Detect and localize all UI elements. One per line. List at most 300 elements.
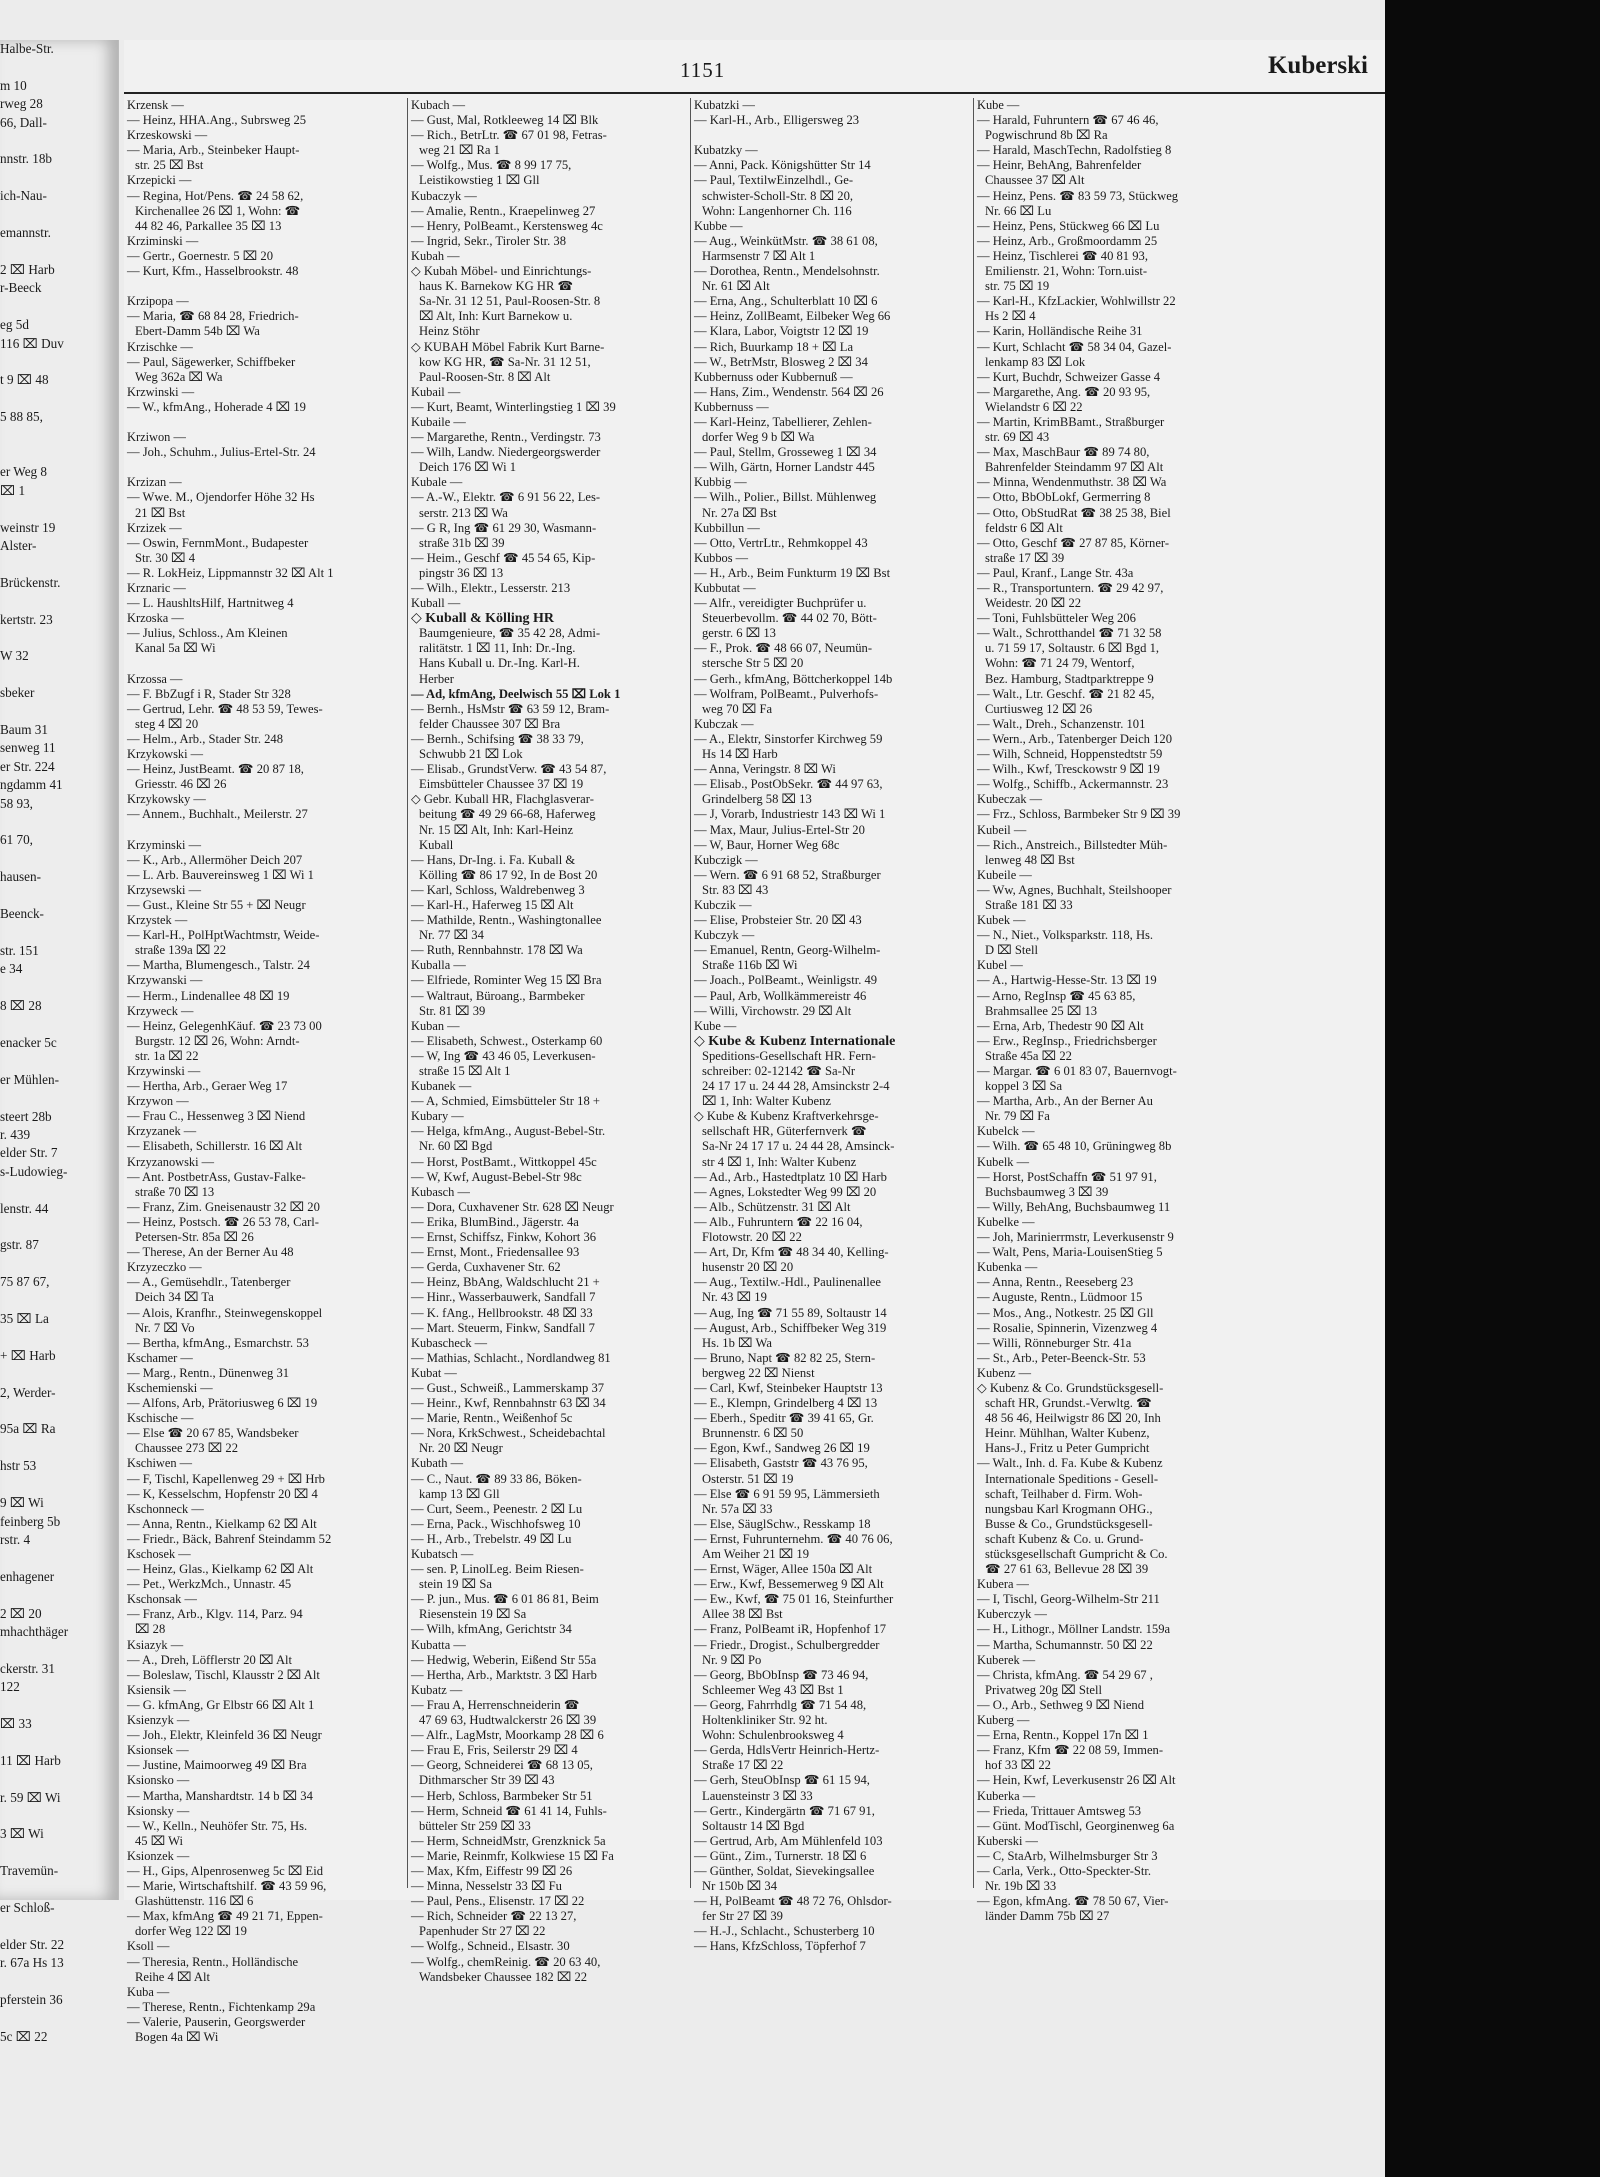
entry-continuation: Nr. 43 ⌧ 19	[702, 1290, 767, 1305]
directory-entry: — Karl-H., PolHptWachtmstr, Weide-	[127, 928, 320, 943]
facing-page-line: ngdamm 41	[0, 777, 63, 793]
surname-heading: Kubasch —	[411, 1184, 470, 1199]
directory-entry: — Margarethe, Rentn., Verdingstr. 73	[411, 430, 601, 445]
directory-entry: — Otto, ObStudRat ☎ 38 25 38, Biel	[977, 505, 1171, 520]
directory-entry: — Hein, Kwf, Leverkusenstr 26 ⌧ Alt	[977, 1773, 1176, 1788]
facing-page-line: er Schloß-	[0, 1900, 55, 1916]
directory-entry: — Justine, Maimoorweg 49 ⌧ Bra	[127, 1758, 307, 1773]
surname-heading: Ksienzyk —	[127, 1713, 190, 1728]
facing-page-line	[0, 427, 118, 445]
directory-entry: — Kurt, Beamt, Winterlingstieg 1 ⌧ 39	[411, 399, 616, 414]
directory-entry: — Elisabeth, Schillerstr. 16 ⌧ Alt	[127, 1139, 303, 1154]
entry-continuation: Wohn: ☎ 71 24 79, Wentorf,	[985, 656, 1135, 671]
directory-entry: — St., Arb., Peter-Beenck-Str. 53	[977, 1350, 1146, 1365]
facing-page-line	[0, 1770, 118, 1788]
facing-page-line	[0, 1181, 118, 1199]
entry-continuation: lenkamp 83 ⌧ Lok	[985, 354, 1086, 369]
directory-entry: — Elisabeth, Gaststr ☎ 43 76 95,	[694, 1456, 868, 1471]
directory-entry: — Hans, KfzSchloss, Töpferhof 7	[694, 1939, 866, 1954]
surname-heading: Krzywanski —	[127, 973, 203, 988]
facing-page-line: + ⌧ Harb	[0, 1347, 56, 1363]
facing-page-line: hstr 53	[0, 1458, 37, 1474]
entry-continuation: Nr. 66 ⌧ Lu	[985, 203, 1052, 218]
directory-entry: — Oswin, FernmMont., Budapester	[127, 535, 309, 550]
directory-entry: — Wolfg., Schneid., Elsastr. 30	[411, 1939, 570, 1954]
surname-heading: Krzizan —	[127, 475, 182, 490]
entry-continuation: Brunnenstr. 6 ⌧ 50	[702, 1426, 804, 1441]
directory-entry: — Gertrud, Lehr. ☎ 48 53 59, Tewes-	[127, 701, 323, 716]
directory-entry	[127, 415, 407, 430]
entry-continuation: Deich 176 ⌧ Wi 1	[419, 460, 517, 475]
directory-entry: — Hans, Dr-Ing. i. Fa. Kuball &	[411, 852, 576, 867]
facing-page-line	[0, 298, 118, 316]
surname-heading: Kschosek —	[127, 1547, 191, 1561]
facing-page-line	[0, 1089, 118, 1107]
directory-columns	[124, 98, 1386, 2044]
directory-entry: ◇ Gebr. Kuball HR, Flachglasverar-	[411, 792, 594, 807]
entry-continuation: Flotowstr. 20 ⌧ 22	[702, 1230, 802, 1245]
entry-continuation: sellschaft HR, Güterfernverk ☎	[702, 1124, 867, 1139]
facing-page-line	[0, 1807, 118, 1825]
directory-entry: — Otto, VertrLtr., Rehmkoppel 43	[694, 535, 868, 550]
entry-continuation: Weidestr. 20 ⌧ 22	[985, 596, 1082, 611]
directory-entry: — K., Arb., Allermöher Deich 207	[127, 852, 303, 867]
directory-entry: ◇ Kubah Möbel- und Einrichtungs-	[411, 264, 592, 279]
directory-entry: — Ad, kfmAng, Deelwisch 55 ⌧ Lok 1	[411, 686, 621, 701]
surname-heading: Kubenka —	[977, 1260, 1038, 1275]
surname-heading: Krzyweck —	[127, 1003, 194, 1018]
directory-entry: — H, PolBeamt ☎ 48 72 76, Ohlsdor-	[694, 1894, 892, 1909]
facing-page-line	[0, 2009, 118, 2027]
directory-entry: — Paul, TextilwEinzelhdl., Ge-	[694, 173, 854, 188]
directory-entry: — L. HaushltsHilf, Hartnitweg 4	[127, 596, 294, 611]
entry-continuation: schaft, Teilhaber d. Firm. Woh-	[985, 1486, 1143, 1501]
directory-entry: — W., kfmAng., Hoherade 4 ⌧ 19	[127, 399, 306, 414]
entry-continuation: Straße 181 ⌧ 33	[985, 897, 1073, 912]
directory-entry: — Christa, kfmAng. ☎ 54 29 67 ,	[977, 1667, 1153, 1682]
facing-page-line: str. 151	[0, 942, 39, 958]
directory-entry: — O., Arb., Sethweg 9 ⌧ Niend	[977, 1697, 1145, 1712]
directory-entry: — C, StaArb, Wilhelmsburger Str 3	[977, 1848, 1158, 1863]
entry-continuation: str. 25 ⌧ Bst	[135, 158, 204, 173]
surname-heading: Kubbutat —	[694, 581, 756, 595]
entry-continuation: Kanal 5a ⌧ Wi	[135, 641, 216, 656]
entry-continuation: Nr. 20 ⌧ Neugr	[419, 1441, 503, 1456]
facing-page-line: 2 ⌧ Harb	[0, 261, 55, 277]
facing-page-line	[0, 813, 118, 831]
facing-page-line: hausen-	[0, 869, 42, 885]
facing-page-line: s-Ludowieg-	[0, 1163, 68, 1179]
entry-continuation: felder Chaussee 307 ⌧ Bra	[419, 716, 561, 731]
directory-entry: — Paul, Arb, Wollkämmereistr 46	[694, 988, 867, 1003]
entry-continuation: Hans-J., Fritz u Peter Gumpricht	[985, 1441, 1150, 1456]
directory-entry: — Marie, Reinmfr, Kolkwiese 15 ⌧ Fa	[411, 1848, 614, 1863]
facing-page-line	[0, 1439, 118, 1457]
surname-heading: Kuba —	[127, 1984, 170, 1999]
directory-entry: — Anna, Rentn., Reeseberg 23	[977, 1275, 1134, 1290]
directory-entry: — Carla, Verk., Otto-Speckter-Str.	[977, 1863, 1152, 1878]
directory-entry: — Willi, Virchowstr. 29 ⌧ Alt	[694, 1003, 852, 1018]
facing-page-line	[0, 1973, 118, 1991]
entry-continuation: ⌧ Alt, Inh: Kurt Barnekow u.	[419, 309, 573, 324]
facing-page-line	[0, 1476, 118, 1494]
entry-continuation: Hs 14 ⌧ Harb	[702, 747, 778, 762]
surname-heading: Krzizek —	[127, 520, 182, 535]
facing-page-line: er Weg 8	[0, 464, 48, 480]
entry-continuation: 44 82 46, Parkallee 35 ⌧ 13	[135, 218, 282, 233]
entry-continuation: Dithmarscher Str 39 ⌧ 43	[419, 1773, 555, 1788]
directory-entry: — Ingrid, Sekr., Tiroler Str. 38	[411, 233, 566, 248]
directory-entry: — Kurt, Kfm., Hasselbrookstr. 48	[127, 264, 299, 279]
directory-entry: — Otto, BbObLokf, Germerring 8	[977, 490, 1151, 505]
surname-heading: Ksoll —	[127, 1939, 170, 1954]
directory-entry: — Anna, Rentn., Kielkamp 62 ⌧ Alt	[127, 1516, 317, 1531]
surname-heading: Krzossa —	[127, 671, 183, 686]
entry-continuation: Riesenstein 19 ⌧ Sa	[419, 1607, 527, 1622]
directory-entry: — Regina, Hot/Pens. ☎ 24 58 62,	[127, 188, 304, 203]
directory-entry: — Herb, Schloss, Barmbeker Str 51	[411, 1788, 593, 1803]
entry-continuation: u. 71 59 17, Soltaustr. 6 ⌧ Bgd 1,	[985, 641, 1160, 656]
directory-entry: — Curt, Seem., Peenestr. 2 ⌧ Lu	[411, 1501, 583, 1516]
entry-continuation: Nr. 77 ⌧ 34	[419, 928, 484, 943]
directory-entry: — Ad., Arb., Hastedtplatz 10 ⌧ Harb	[694, 1169, 887, 1184]
surname-heading: Kubera —	[977, 1577, 1029, 1592]
facing-page-line: 61 70,	[0, 832, 33, 848]
directory-entry: — Hans, Zim., Wendenstr. 564 ⌧ 26	[694, 384, 884, 399]
directory-entry: — Carl, Kwf, Steinbeker Hauptstr 13	[694, 1380, 883, 1395]
entry-continuation: straße 15 ⌧ Alt 1	[419, 1064, 511, 1078]
facing-page-line: 58 93,	[0, 795, 33, 811]
directory-entry: — Joh., Schuhm., Julius-Ertel-Str. 24	[127, 445, 316, 460]
directory-entry: — Georg, Schneiderei ☎ 68 13 05,	[411, 1758, 593, 1773]
facing-page-line: kertstr. 23	[0, 611, 53, 627]
entry-continuation: Baumgenieure, ☎ 35 42 28, Admi-	[419, 626, 601, 641]
facing-page-line: 75 87 67,	[0, 1274, 50, 1290]
directory-entry: — Aug., Textilw.-Hdl., Paulinenallee	[694, 1275, 881, 1290]
facing-page-line: r. 67a Hs 13	[0, 1955, 64, 1971]
entry-continuation: Wielandstr 6 ⌧ 22	[985, 399, 1083, 414]
directory-entry: — Ww, Agnes, Buchhalt, Steilshooper	[977, 882, 1172, 897]
directory-entry: — Rich, Schneider ☎ 22 13 27,	[411, 1909, 577, 1924]
entry-continuation: ralitätstr. 1 ⌧ 11, Inh: Dr.-Ing.	[419, 641, 576, 656]
facing-page-line: elder Str. 22	[0, 1936, 65, 1952]
directory-entry: — Rich., BetrLtr. ☎ 67 01 98, Fetras-	[411, 128, 607, 143]
surname-heading: Kubenz —	[977, 1365, 1032, 1380]
surname-heading: Ksiensik —	[127, 1682, 186, 1697]
entry-continuation: kow KG HR, ☎ Sa-Nr. 31 12 51,	[419, 354, 591, 369]
directory-entry: — G R, Ing ☎ 61 29 30, Wasmann-	[411, 520, 597, 535]
directory-entry: — Anni, Pack. Königshütter Str 14	[694, 158, 871, 173]
directory-entry: — Mathias, Schlacht., Nordlandweg 81	[411, 1350, 611, 1365]
directory-entry: — Alfons, Arb, Prätoriusweg 6 ⌧ 19	[127, 1396, 318, 1411]
directory-entry: — Paul, Kranf., Lange Str. 43a	[977, 565, 1134, 580]
entry-continuation: Heinr. Mühlhan, Walter Kubenz,	[985, 1426, 1150, 1441]
directory-entry: — Walt., Inh. d. Fa. Kube & Kubenz	[977, 1456, 1163, 1471]
entry-continuation: hof 33 ⌧ 22	[985, 1758, 1051, 1773]
directory-entry: — Emanuel, Rentn, Georg-Wilhelm-	[694, 943, 881, 958]
surname-heading: Kubeczak —	[977, 792, 1043, 807]
directory-entry: — Franz, PolBeamt iR, Hopfenhof 17	[694, 1622, 887, 1637]
directory-entry: — Art, Dr, Kfm ☎ 48 34 40, Kelling-	[694, 1245, 889, 1260]
directory-entry: — Erna, Rentn., Koppel 17n ⌧ 1	[977, 1728, 1149, 1743]
directory-entry: — W, Ing ☎ 43 46 05, Leverkusen-	[411, 1048, 596, 1063]
facing-page-line: Brückenstr.	[0, 574, 61, 590]
entry-continuation: lenweg 48 ⌧ Bst	[985, 852, 1075, 867]
directory-entry: — Heinz, Postsch. ☎ 26 53 78, Carl-	[127, 1214, 319, 1229]
directory-entry: — W, Kwf, August-Bebel-Str 98c	[411, 1169, 582, 1184]
surname-heading: Kubascheck —	[411, 1335, 488, 1350]
directory-entry: — Therese, An der Berner Au 48	[127, 1245, 294, 1260]
facing-page-line	[0, 206, 118, 224]
surname-heading: Kubatta —	[411, 1637, 466, 1652]
directory-entry: — Egon, Kwf., Sandweg 26 ⌧ 19	[694, 1441, 870, 1456]
directory-entry: — Wolfg., Schiffb., Ackermannstr. 23	[977, 777, 1169, 792]
entry-continuation: Nr. 79 ⌧ Fa	[985, 1109, 1050, 1124]
directory-entry: — Otto, Geschf ☎ 27 87 85, Körner-	[977, 535, 1170, 550]
directory-entry: — Else, SäuglSchw., Resskamp 18	[694, 1516, 871, 1531]
directory-entry: — Elisab., PostObSekr. ☎ 44 97 63,	[694, 777, 883, 792]
facing-page-line: Baum 31	[0, 722, 48, 738]
column-2	[407, 98, 690, 1984]
entry-continuation: Internationale Speditions - Gesell-	[985, 1471, 1159, 1486]
directory-entry: — Toni, Fuhlsbütteler Weg 206	[977, 611, 1136, 626]
surname-heading: Kubczigk —	[694, 852, 758, 867]
facing-page-line: er Str. 224	[0, 758, 55, 774]
directory-entry: — Heinz, ZollBeamt, Eilbeker Weg 66	[694, 309, 891, 324]
directory-entry: — Franz, Arb., Klgv. 114, Parz. 94	[127, 1607, 303, 1622]
surname-heading: Kubczak —	[694, 716, 754, 731]
surname-heading: Ksionsko —	[127, 1773, 190, 1788]
facing-page-fragment	[0, 40, 119, 2044]
entry-continuation: ⌧ 28	[135, 1622, 166, 1637]
facing-page-line: Travemün-	[0, 1863, 59, 1879]
surname-heading: Kuberka —	[977, 1788, 1036, 1803]
directory-entry: — Heinz, Pens, Stückweg 66 ⌧ Lu	[977, 218, 1160, 233]
facing-page-line	[0, 242, 118, 260]
entry-continuation: weg 21 ⌧ Ra 1	[419, 143, 500, 158]
entry-continuation: Str. 81 ⌧ 39	[419, 1003, 486, 1018]
surname-heading: Kschamer —	[127, 1350, 193, 1365]
surname-heading: Krzykowsky —	[127, 792, 206, 807]
surname-heading: Kubeil —	[977, 822, 1027, 837]
directory-entry: — Else ☎ 6 91 59 95, Lämmersieth	[694, 1486, 880, 1501]
surname-heading: Krzepicki —	[127, 173, 192, 188]
directory-entry: — P. jun., Mus. ☎ 6 01 86 81, Beim	[411, 1592, 599, 1607]
facing-page-line: 11 ⌧ Harb	[0, 1752, 61, 1768]
directory-entry: — Julius, Schloss., Am Kleinen	[127, 626, 288, 641]
surname-heading: Krzensk —	[127, 98, 184, 112]
facing-page-line: ⌧ 1	[0, 482, 26, 498]
directory-entry: — Wern., Arb., Tatenberger Deich 120	[977, 731, 1173, 746]
directory-entry: — Frau C., Hessenweg 3 ⌧ Niend	[127, 1109, 306, 1124]
directory-entry: — Friedr., Drogist., Schulbergredder	[694, 1637, 880, 1652]
facing-page-line	[0, 1844, 118, 1862]
surname-heading: Kubczik —	[694, 897, 752, 912]
entry-continuation: Grindelberg 58 ⌧ 13	[702, 792, 812, 807]
directory-entry: — Willy, BehAng, Buchsbaumweg 11	[977, 1199, 1171, 1214]
directory-entry: — H.-J., Schlacht., Schusterberg 10	[694, 1924, 875, 1939]
surname-heading: Kschemienski —	[127, 1380, 213, 1395]
directory-entry: — G. kfmAng, Gr Elbstr 66 ⌧ Alt 1	[127, 1697, 315, 1712]
directory-entry: — Martha, Arb., An der Berner Au	[977, 1094, 1153, 1109]
directory-entry: — Eberh., Speditr ☎ 39 41 65, Gr.	[694, 1411, 874, 1426]
facing-page-line: emannstr.	[0, 225, 51, 241]
facing-page-line: 5c ⌧ 22	[0, 2028, 48, 2044]
directory-entry: — Klara, Labor, Voigtstr 12 ⌧ 19	[694, 324, 869, 339]
entry-continuation: Bogen 4a ⌧ Wi	[135, 2030, 219, 2044]
directory-entry: — Hertha, Arb., Geraer Weg 17	[127, 1079, 288, 1094]
directory-entry: — F, Tischl, Kapellenweg 29 + ⌧ Hrb	[127, 1471, 325, 1486]
directory-entry: — Boleslaw, Tischl, Klausstr 2 ⌧ Alt	[127, 1667, 320, 1682]
directory-entry: — Max, MaschBaur ☎ 89 74 80,	[977, 445, 1150, 460]
directory-entry: — H., Arb., Trebelstr. 49 ⌧ Lu	[411, 1531, 572, 1546]
facing-page-line: 35 ⌧ La	[0, 1311, 49, 1327]
entry-continuation: Sa-Nr. 31 12 51, Paul-Roosen-Str. 8	[419, 294, 601, 309]
surname-heading: Kubale —	[411, 475, 463, 490]
facing-page-line: 2, Werder-	[0, 1384, 56, 1400]
directory-entry: — Heinz, BbAng, Waldschlucht 21 +	[411, 1275, 600, 1290]
entry-continuation: Wandsbeker Chaussee 182 ⌧ 22	[419, 1969, 588, 1984]
directory-entry: — Martha, Schumannstr. 50 ⌧ 22	[977, 1637, 1153, 1652]
entry-continuation: Weg 362a ⌧ Wa	[135, 369, 223, 384]
directory-entry: — Hertha, Arb., Marktstr. 3 ⌧ Harb	[411, 1667, 597, 1682]
surname-heading: Kubatz —	[411, 1682, 463, 1697]
entry-continuation: Glashüttenstr. 116 ⌧ 6	[135, 1894, 254, 1909]
directory-entry: — Gertr., Goernestr. 5 ⌧ 20	[127, 248, 274, 263]
directory-page-main	[124, 40, 1386, 2044]
directory-entry: — Mart. Steuerm, Finkw, Sandfall 7	[411, 1320, 595, 1335]
directory-entry: — Amalie, Rentn., Kraepelinweg 27	[411, 203, 596, 218]
directory-entry: — L. Arb. Bauvereinsweg 1 ⌧ Wi 1	[127, 867, 314, 882]
facing-page-line	[0, 169, 118, 187]
facing-page-line: 66, Dall-	[0, 114, 47, 130]
directory-entry: — Herm, SchneidMstr, Grenzknick 5a	[411, 1833, 606, 1848]
facing-page-line: lenstr. 44	[0, 1200, 49, 1216]
directory-entry: — Nora, KrkSchwest., Scheidebachtal	[411, 1426, 606, 1441]
surname-heading: Krzipopa —	[127, 294, 189, 309]
surname-heading: Kuballa —	[411, 958, 466, 973]
directory-entry: — Alfr., vereidigter Buchprüfer u.	[694, 596, 867, 611]
directory-entry: — A., Dreh, Löfflerstr 20 ⌧ Alt	[127, 1652, 293, 1667]
directory-entry: — Frau E, Fris, Seilerstr 29 ⌧ 4	[411, 1743, 578, 1758]
directory-entry: — Harald, Fuhruntern ☎ 67 46 46,	[977, 113, 1159, 128]
directory-entry: — Franz, Zim. Gneisenaustr 32 ⌧ 20	[127, 1199, 320, 1214]
directory-entry: — Annem., Buchhalt., Meilerstr. 27	[127, 807, 308, 822]
surname-heading: Krznaric —	[127, 581, 186, 595]
entry-continuation: Nr. 9 ⌧ Po	[702, 1652, 762, 1667]
directory-entry: — Gerda, Cuxhavener Str. 62	[411, 1260, 561, 1275]
surname-heading: Kubelk —	[977, 1154, 1029, 1169]
directory-entry: — Minna, Nesselstr 33 ⌧ Fu	[411, 1879, 562, 1894]
entry-continuation: serstr. 213 ⌧ Wa	[419, 505, 508, 520]
entry-continuation: Kirchenallee 26 ⌧ 1, Wohn: ☎	[135, 203, 301, 218]
facing-page-line: feinberg 5b	[0, 1513, 61, 1529]
entry-continuation: Burgstr. 12 ⌧ 26, Wohn: Arndt-	[135, 1033, 300, 1048]
directory-entry: — Günt. ModTischl, Georginenweg 6a	[977, 1818, 1175, 1833]
entry-continuation: koppel 3 ⌧ Sa	[985, 1079, 1063, 1094]
directory-entry: — Dora, Cuxhavener Str. 628 ⌧ Neugr	[411, 1199, 614, 1214]
entry-continuation: Nr 150b ⌧ 34	[702, 1879, 778, 1894]
facing-page-line	[0, 1586, 118, 1604]
facing-page-line	[0, 666, 118, 684]
directory-entry: — Wwe. M., Ojendorfer Höhe 32 Hs	[127, 490, 315, 505]
directory-entry: — Ernst, Mont., Friedensallee 93	[411, 1245, 580, 1260]
entry-continuation: schaft HR, Grundst.-Verwltg. ☎	[985, 1396, 1152, 1411]
facing-page-line: sbeker	[0, 685, 35, 701]
facing-page-line	[0, 1549, 118, 1567]
entry-continuation: Bahrenfelder Steindamm 97 ⌧ Alt	[985, 460, 1164, 475]
facing-page-line: 95a ⌧ Ra	[0, 1421, 56, 1437]
entry-continuation: stein 19 ⌧ Sa	[419, 1577, 492, 1592]
surname-heading: Ksionsky —	[127, 1803, 190, 1818]
directory-entry: — Bernh., HsMstr ☎ 63 59 12, Bram-	[411, 701, 610, 716]
directory-entry: — Rich., Anstreich., Billstedter Müh-	[977, 837, 1168, 852]
facing-page-line	[0, 445, 118, 463]
entry-continuation: Steuerbevollm. ☎ 44 02 70, Bött-	[702, 611, 877, 626]
facing-page-line: eg 5d	[0, 317, 29, 333]
directory-entry: — Ernst, Wäger, Allee 150a ⌧ Alt	[694, 1562, 873, 1577]
directory-entry: — Gust, Mal, Rotkleeweg 14 ⌧ Blk	[411, 113, 599, 128]
entry-continuation: Nr. 27a ⌧ Bst	[702, 505, 777, 520]
entry-continuation: Nr. 61 ⌧ Alt	[702, 279, 770, 294]
facing-page-line: weinstr 19	[0, 519, 56, 535]
surname-heading: Krziminski —	[127, 233, 199, 248]
facing-page-line: rstr. 4	[0, 1531, 31, 1547]
surname-heading: Kubatsch —	[411, 1547, 474, 1561]
directory-entry: — A., Hartwig-Hesse-Str. 13 ⌧ 19	[977, 973, 1157, 988]
facing-page-line	[0, 1697, 118, 1715]
surname-heading: Kschonsak —	[127, 1592, 197, 1607]
surname-heading: Kubanek —	[411, 1079, 472, 1094]
directory-entry: — K. fAng., Hellbrookstr. 48 ⌧ 33	[411, 1305, 593, 1320]
directory-entry: — W., Kelln., Neuhöfer Str. 75, Hs.	[127, 1818, 308, 1833]
entry-continuation: Schwubb 21 ⌧ Lok	[419, 747, 523, 762]
facing-page-line	[0, 1733, 118, 1751]
directory-entry: — Heinz, JustBeamt. ☎ 20 87 18,	[127, 762, 304, 777]
column-3	[690, 98, 973, 1954]
facing-page-line	[0, 390, 118, 408]
directory-entry: — Karl, Schloss, Waldrebenweg 3	[411, 882, 585, 897]
surname-heading: Kuberski —	[977, 1833, 1038, 1848]
directory-entry: — Herm., Lindenallee 48 ⌧ 19	[127, 988, 290, 1003]
directory-entry: ◇ Kubenz & Co. Grundstücksgesell-	[977, 1380, 1164, 1395]
directory-entry: — Dorothea, Rentn., Mendelsohnstr.	[694, 264, 880, 279]
page-number: 1151	[680, 58, 726, 82]
directory-entry: — Erw., RegInsp., Friedrichsberger	[977, 1033, 1157, 1048]
surname-heading: Kubeile —	[977, 867, 1032, 882]
facing-page-line	[0, 850, 118, 868]
facing-page-line: 5 88 85,	[0, 409, 43, 425]
directory-entry: — Wilh., Elektr., Lesserstr. 213	[411, 581, 571, 595]
directory-entry: — Gust., Kleine Str 55 + ⌧ Neugr	[127, 897, 306, 912]
page-header	[124, 40, 1386, 92]
facing-page-line	[0, 1292, 118, 1310]
entry-continuation: Nr. 7 ⌧ Vo	[135, 1320, 195, 1335]
directory-entry: — Margarethe, Ang. ☎ 20 93 95,	[977, 384, 1151, 399]
entry-continuation: Holtenkliniker Str. 92 ht.	[702, 1713, 828, 1728]
directory-entry: — R., Transportuntern. ☎ 29 42 97,	[977, 581, 1164, 595]
facing-page-line	[0, 979, 118, 997]
entry-continuation: Lauensteinstr 3 ⌧ 33	[702, 1788, 813, 1803]
directory-entry: — Wilh, kfmAng, Gerichtstr 34	[411, 1622, 572, 1637]
entry-continuation: Reihe 4 ⌧ Alt	[135, 1969, 211, 1984]
entry-continuation: schaft Kubenz & Co. u. Grund-	[985, 1531, 1144, 1546]
directory-entry: — H., Arb., Beim Funkturm 19 ⌧ Bst	[694, 565, 891, 580]
directory-entry: — Horst, PostBamt., Wittkoppel 45c	[411, 1154, 597, 1169]
entry-continuation: Schleemer Weg 43 ⌧ Bst 1	[702, 1682, 844, 1697]
directory-entry: — Heinz, Tischlerei ☎ 40 81 93,	[977, 248, 1148, 263]
directory-entry: — Pet., WerkzMch., Unnastr. 45	[127, 1577, 292, 1592]
